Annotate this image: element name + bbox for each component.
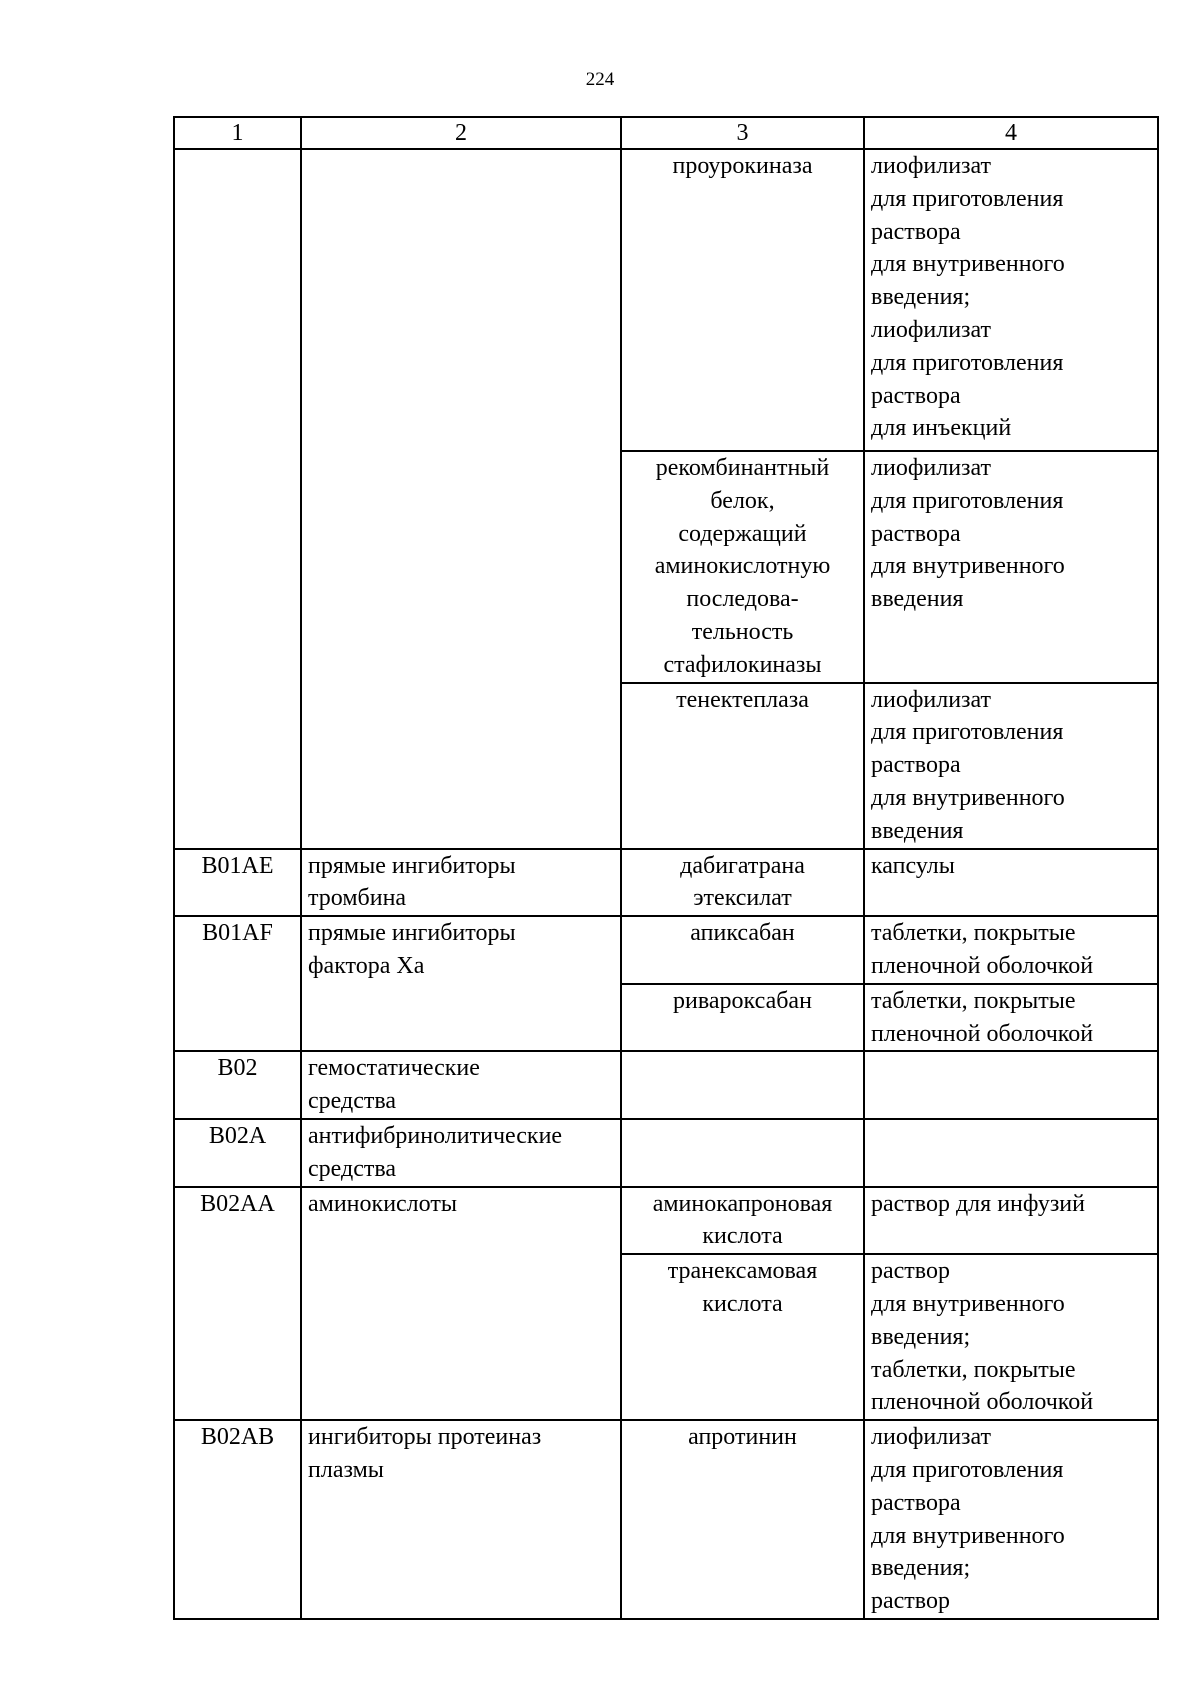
group-name-cell xyxy=(301,149,621,849)
group-name-cell: аминокислоты xyxy=(301,1187,621,1421)
drug-name-cell: рекомбинантный белок, содержащий аминокислотную последова- тельность стафилокиназы xyxy=(621,451,864,683)
atc-code-cell: B01AE xyxy=(174,849,301,917)
drug-name-cell: транексамовая кислота xyxy=(621,1254,864,1420)
dosage-form-cell: лиофилизат для приготовления раствора для внутривенного введения; лиофилизат для приготовления раствора для инъекций xyxy=(864,149,1158,451)
table-row xyxy=(174,1187,1158,1255)
dosage-form-cell: капсулы xyxy=(864,849,1158,917)
atc-code-cell xyxy=(174,149,301,849)
dosage-form-cell xyxy=(864,1119,1158,1187)
dosage-form-cell: лиофилизат для приготовления раствора для внутривенного введения; раствор xyxy=(864,1420,1158,1619)
table-row xyxy=(174,1119,1158,1187)
table-header-row xyxy=(174,117,1158,149)
drug-name-cell: апротинин xyxy=(621,1420,864,1619)
header-col-4: 4 xyxy=(864,117,1158,149)
dosage-form-cell: лиофилизат для приготовления раствора для внутривенного введения xyxy=(864,683,1158,849)
drug-name-cell: апиксабан xyxy=(621,916,864,984)
dosage-form-cell: лиофилизат для приготовления раствора для внутривенного введения xyxy=(864,451,1158,683)
page-number: 224 xyxy=(585,69,615,90)
drug-name-cell: аминокапроновая кислота xyxy=(621,1187,864,1255)
atc-code-cell: B02 xyxy=(174,1051,301,1119)
header-col-1: 1 xyxy=(174,117,301,149)
drug-name-cell: тенектеплаза xyxy=(621,683,864,849)
table-row xyxy=(174,916,1158,984)
group-name-cell: прямые ингибиторы тромбина xyxy=(301,849,621,917)
table-row xyxy=(174,1051,1158,1119)
drug-name-cell xyxy=(621,1051,864,1119)
header-col-2: 2 xyxy=(301,117,621,149)
dosage-form-cell: раствор для инфузий xyxy=(864,1187,1158,1255)
atc-code-cell: B02AA xyxy=(174,1187,301,1421)
group-name-cell: гемостатические средства xyxy=(301,1051,621,1119)
atc-code-cell: B01AF xyxy=(174,916,301,1051)
table-row xyxy=(174,149,1158,451)
atc-code-cell: B02AB xyxy=(174,1420,301,1619)
drug-name-cell xyxy=(621,1119,864,1187)
table-row xyxy=(174,1420,1158,1619)
drug-name-cell: ривароксабан xyxy=(621,984,864,1052)
drug-name-cell: проурокиназа xyxy=(621,149,864,451)
dosage-form-cell: таблетки, покрытые пленочной оболочкой xyxy=(864,916,1158,984)
group-name-cell: антифибринолитические средства xyxy=(301,1119,621,1187)
group-name-cell: прямые ингибиторы фактора Ха xyxy=(301,916,621,1051)
header-col-3: 3 xyxy=(621,117,864,149)
dosage-form-cell xyxy=(864,1051,1158,1119)
group-name-cell: ингибиторы протеиназ плазмы xyxy=(301,1420,621,1619)
table-row xyxy=(174,849,1158,917)
dosage-form-cell: таблетки, покрытые пленочной оболочкой xyxy=(864,984,1158,1052)
dosage-form-cell: раствор для внутривенного введения; таблетки, покрытые пленочной оболочкой xyxy=(864,1254,1158,1420)
atc-code-cell: B02A xyxy=(174,1119,301,1187)
drug-name-cell: дабигатрана этексилат xyxy=(621,849,864,917)
medication-table xyxy=(173,116,1159,1620)
